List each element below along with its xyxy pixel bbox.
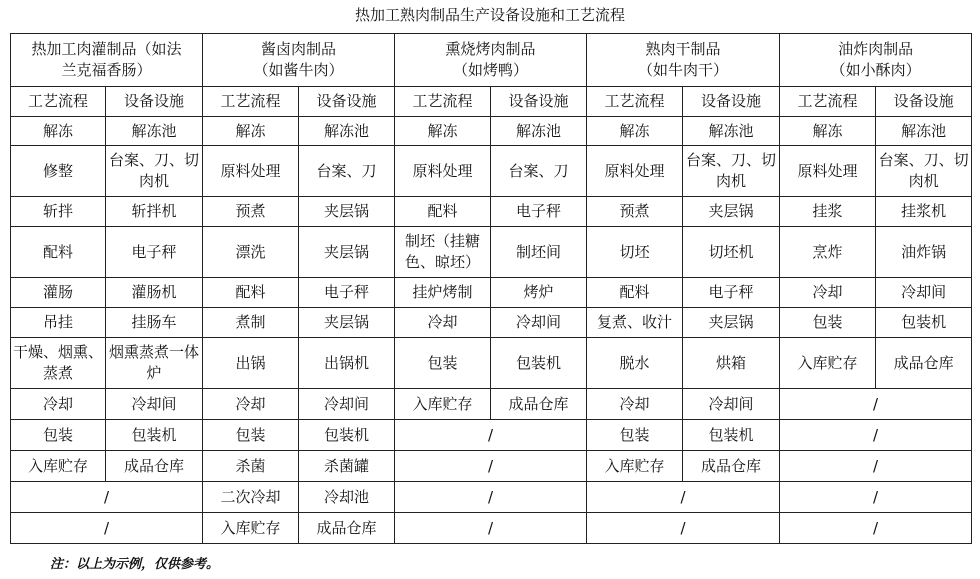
table-cell: 包装 [395,338,491,389]
table-cell: 包装机 [876,308,972,338]
table-cell: 包装 [203,420,299,451]
table-cell: 修整 [11,146,106,197]
table-cell: 成品仓库 [106,451,203,482]
table-cell: 冷却间 [106,389,203,420]
table-cell: 解冻池 [683,117,780,146]
table-cell: 烹炸 [780,227,876,278]
table-cell: 冷却间 [299,389,395,420]
table-cell: 配料 [395,197,491,227]
table-cell: 挂浆 [780,197,876,227]
table-cell: 包装机 [491,338,587,389]
table-cell: 入库贮存 [203,513,299,544]
category-header: 油炸肉制品 （如小酥肉） [780,34,972,87]
table-cell: 夹层锅 [299,197,395,227]
table-cell: 解冻 [203,117,299,146]
table-cell: 电子秤 [299,278,395,308]
table-cell: 原料处理 [395,146,491,197]
table-cell: 成品仓库 [299,513,395,544]
table-cell: 解冻池 [491,117,587,146]
table-cell: 制坯（挂糖色、晾坯） [395,227,491,278]
table-cell: 出锅 [203,338,299,389]
table-cell: 制坯间 [491,227,587,278]
subheader-equipment: 设备设施 [106,87,203,117]
empty-slash-cell: / [780,482,972,513]
table-cell: 配料 [11,227,106,278]
table-cell: 成品仓库 [683,451,780,482]
table-cell: 解冻 [11,117,106,146]
table-cell: 灌肠机 [106,278,203,308]
table-cell: 切坯机 [683,227,780,278]
table-cell: 冷却 [203,389,299,420]
table-cell: 冷却间 [491,308,587,338]
table-cell: 解冻 [395,117,491,146]
subheader-process: 工艺流程 [11,87,106,117]
table-cell: 包装机 [299,420,395,451]
table-cell: 台案、刀、切肉机 [876,146,972,197]
table-cell: 切坯 [587,227,683,278]
table-cell: 包装 [11,420,106,451]
table-cell: 冷却间 [876,278,972,308]
table-cell: 漂洗 [203,227,299,278]
subheader-process: 工艺流程 [203,87,299,117]
empty-slash-cell: / [395,420,587,451]
table-cell: 包装机 [683,420,780,451]
table-cell: 出锅机 [299,338,395,389]
footnote: 注：以上为示例，仅供参考。 [50,557,220,572]
table-cell: 入库贮存 [780,338,876,389]
table-cell: 电子秤 [683,278,780,308]
subheader-equipment: 设备设施 [683,87,780,117]
table-cell: 烤炉 [491,278,587,308]
table-cell: 烘箱 [683,338,780,389]
table-cell: 二次冷却 [203,482,299,513]
table-cell: 冷却池 [299,482,395,513]
table-cell: 解冻 [587,117,683,146]
table-cell: 夹层锅 [299,308,395,338]
empty-slash-cell: / [11,513,203,544]
table-cell: 灌肠 [11,278,106,308]
table-cell: 台案、刀、切肉机 [106,146,203,197]
table-cell: 解冻池 [106,117,203,146]
table-cell: 入库贮存 [587,451,683,482]
table-cell: 脱水 [587,338,683,389]
category-header: 熟肉干制品 （如牛肉干） [587,34,780,87]
category-header: 熏烧烤肉制品 （如烤鸭） [395,34,587,87]
table-cell: 台案、刀、切肉机 [683,146,780,197]
table-cell: 原料处理 [780,146,876,197]
table-cell: 成品仓库 [491,389,587,420]
table-cell: 吊挂 [11,308,106,338]
subheader-process: 工艺流程 [780,87,876,117]
table-cell: 预煮 [587,197,683,227]
empty-slash-cell: / [587,482,780,513]
subheader-equipment: 设备设施 [299,87,395,117]
empty-slash-cell: / [780,420,972,451]
process-table [10,33,972,544]
table-cell: 电子秤 [491,197,587,227]
table-cell: 台案、刀 [491,146,587,197]
table-cell: 油炸锅 [876,227,972,278]
table-cell: 挂炉烤制 [395,278,491,308]
table-cell: 入库贮存 [11,451,106,482]
table-cell: 冷却 [587,389,683,420]
table-cell: 夹层锅 [683,197,780,227]
table-cell: 包装 [587,420,683,451]
table-cell: 解冻池 [876,117,972,146]
table-cell: 配料 [587,278,683,308]
table-cell: 台案、刀 [299,146,395,197]
empty-slash-cell: / [395,482,587,513]
table-cell: 冷却 [11,389,106,420]
subheader-equipment: 设备设施 [876,87,972,117]
table-cell: 煮制 [203,308,299,338]
table-cell: 斩拌 [11,197,106,227]
table-cell: 挂浆机 [876,197,972,227]
table-cell: 入库贮存 [395,389,491,420]
table-cell: 冷却间 [683,389,780,420]
empty-slash-cell: / [395,451,587,482]
table-cell: 夹层锅 [683,308,780,338]
table-cell: 包装 [780,308,876,338]
empty-slash-cell: / [395,513,587,544]
table-cell: 原料处理 [587,146,683,197]
table-cell: 烟熏蒸煮一体炉 [106,338,203,389]
table-cell: 包装机 [106,420,203,451]
table-cell: 干燥、烟熏、蒸煮 [11,338,106,389]
table-cell: 复煮、收汁 [587,308,683,338]
table-cell: 冷却 [395,308,491,338]
category-header: 热加工肉灌制品（如法 兰克福香肠） [11,34,203,87]
table-cell: 斩拌机 [106,197,203,227]
page-title: 热加工熟肉制品生产设备设施和工艺流程 [354,6,625,24]
category-header: 酱卤肉制品 （如酱牛肉） [203,34,395,87]
empty-slash-cell: / [780,451,972,482]
table-cell: 原料处理 [203,146,299,197]
empty-slash-cell: / [587,513,780,544]
table-cell: 冷却 [780,278,876,308]
empty-slash-cell: / [11,482,203,513]
table-cell: 杀菌 [203,451,299,482]
subheader-process: 工艺流程 [587,87,683,117]
subheader-equipment: 设备设施 [491,87,587,117]
table-cell: 夹层锅 [299,227,395,278]
table-cell: 解冻池 [299,117,395,146]
table-cell: 解冻 [780,117,876,146]
subheader-process: 工艺流程 [395,87,491,117]
table-cell: 预煮 [203,197,299,227]
empty-slash-cell: / [780,389,972,420]
table-cell: 成品仓库 [876,338,972,389]
table-cell: 电子秤 [106,227,203,278]
table-cell: 配料 [203,278,299,308]
empty-slash-cell: / [780,513,972,544]
table-cell: 杀菌罐 [299,451,395,482]
table-cell: 挂肠车 [106,308,203,338]
